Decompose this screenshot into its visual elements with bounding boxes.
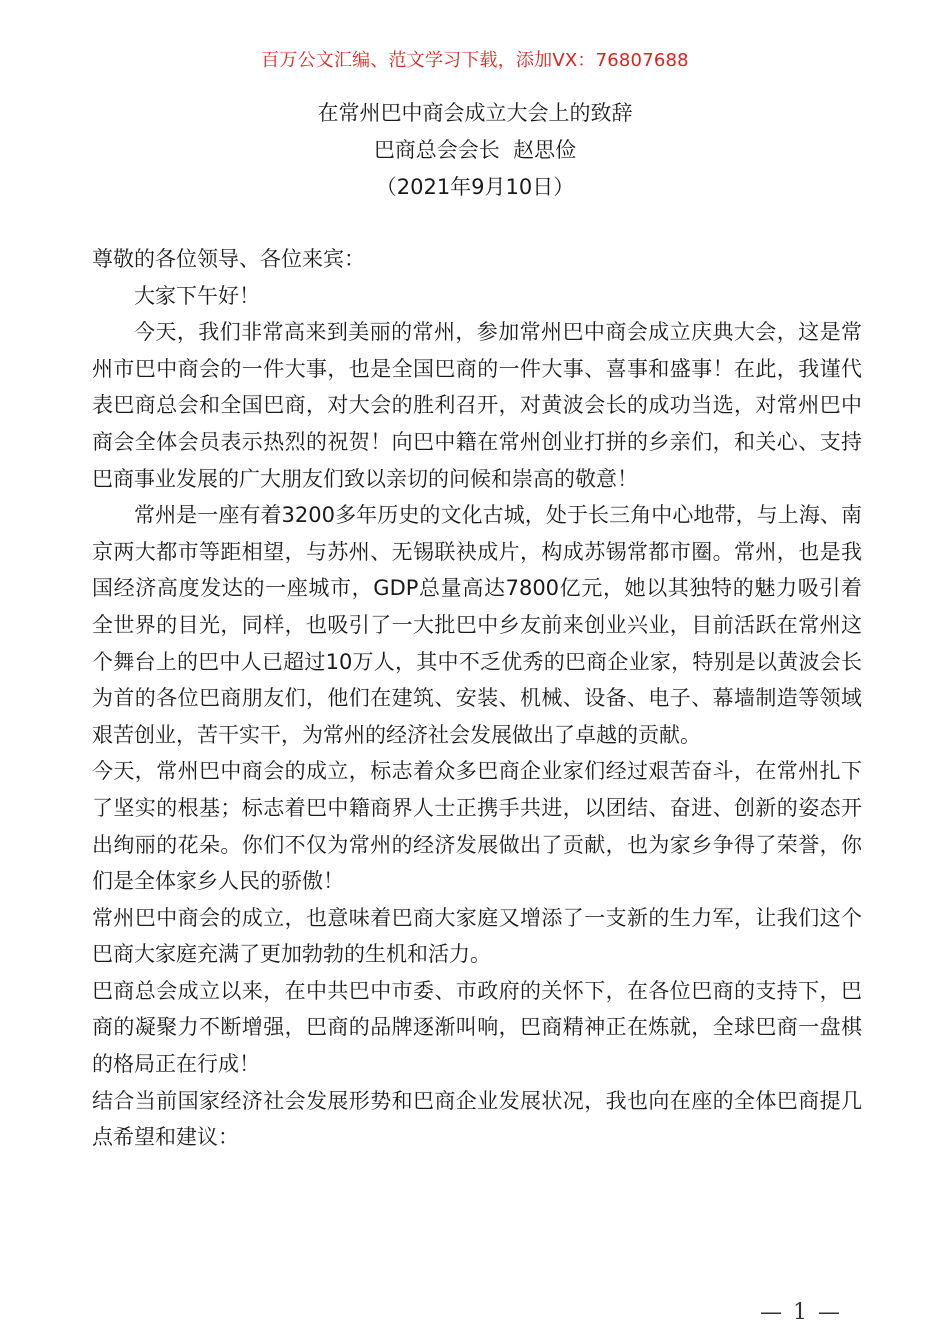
paragraph: 结合当前国家经济社会发展形势和巴商企业发展状况，我也向在座的全体巴商提几点希望和建议： [92,1088,862,1150]
watermark-banner: 百万公文汇编、范文学习下载，添加VX：76807688 [261,50,689,71]
speech-date: （2021年9月10日） [375,175,575,199]
paragraph: 今天，常州巴中商会的成立，标志着众多巴商企业家们经过艰苦奋斗，在常州扎下了坚实的根基；标志着巴中籍商界人士正携手共进，以团结、奋进、创新的姿态开出绚丽的花朵。你们不仅为常州的经济发展做出了贡献，也为家乡争得了荣誉，你们是全体家乡人民的骄傲！ [92,759,862,894]
paragraph: 巴商总会成立以来，在中共巴中市委、市政府的关怀下，在各位巴商的支持下，巴商的凝聚力不断增强，巴商的品牌逐渐叫响，巴商精神正在炼就，全球巴商一盘棋的格局正在行成！ [92,978,862,1077]
paragraph-greeting: 大家下午好！ [134,283,260,308]
salutation: 尊敬的各位领导、各位来宾： [92,247,365,271]
document-body [92,241,862,1156]
page-number: — 1 — [760,1300,842,1325]
paragraph: 常州是一座有着3200多年历史的文化古城，处于长三角中心地带，与上海、南京两大都市等距相望，与苏州、无锡联袂成片，构成苏锡常都市圈。常州，也是我国经济高度发达的一座城市，GDP总量高达7800亿元，她以其独特的魅力吸引着全世界的目光，同样，也吸引了一大批巴中乡友前来创业兴业，目前活跃在常州这个舞台上的巴中人已超过10万人，其中不乏优秀的巴商企业家，特别是以黄波会长为首的各位巴商朋友们，他们在建筑、安装、机械、设备、电子、幕墙制造等领域艰苦创业，苦干实干，为常州的经济社会发展做出了卓越的贡献。 [92,503,862,747]
speech-title: 在常州巴中商会成立大会上的致辞 [317,101,633,125]
paragraph: 今天，我们非常高来到美丽的常州，参加常州巴中商会成立庆典大会，这是常州市巴中商会的一件大事，也是全国巴商的一件大事、喜事和盛事！在此，我谨代表巴商总会和全国巴商，对大会的胜利召开，对黄波会长的成功当选，对常州巴中商会全体会员表示热烈的祝贺！向巴中籍在常州创业打拼的乡亲们，和关心、支持巴商事业发展的广大朋友们致以亲切的问候和崇高的敬意！ [92,320,862,491]
document-title-block [0,95,950,206]
paragraph: 常州巴中商会的成立，也意味着巴商大家庭又增添了一支新的生力军，让我们这个巴商大家庭充满了更加勃勃的生机和活力。 [92,905,862,967]
speaker-line: 巴商总会会长 赵思俭 [373,138,577,162]
